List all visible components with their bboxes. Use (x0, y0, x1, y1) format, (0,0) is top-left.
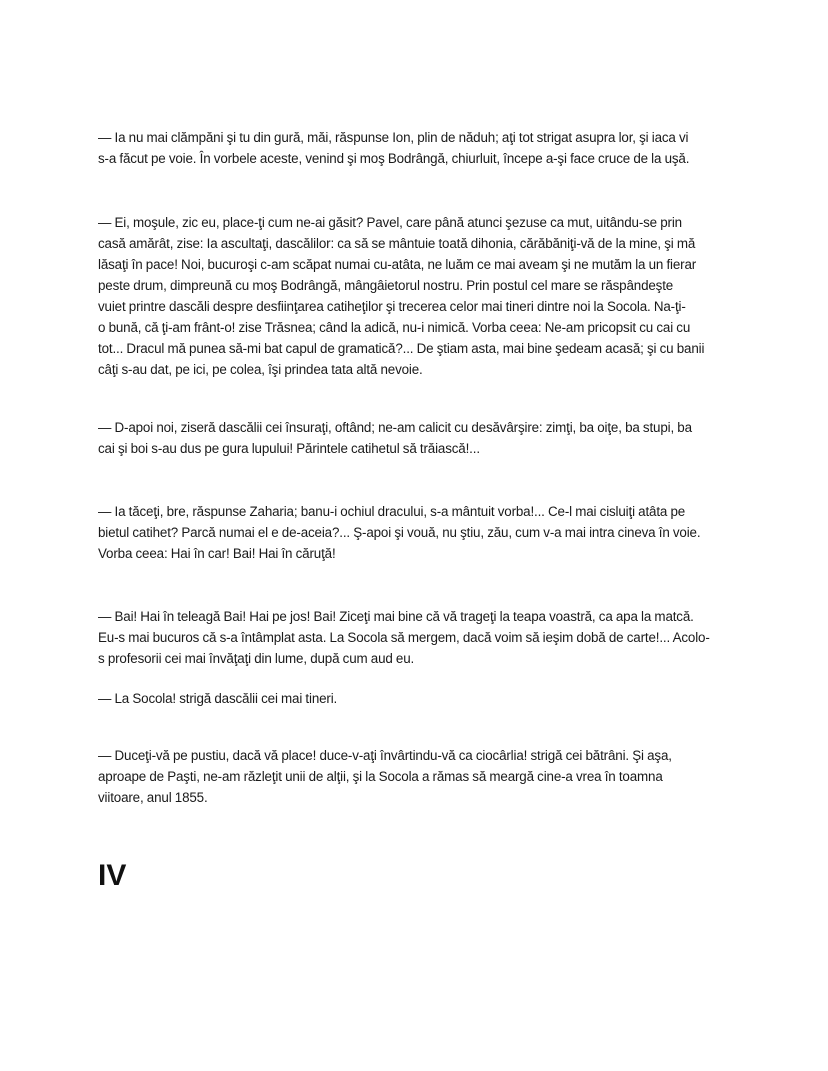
paragraph-4 (98, 501, 734, 564)
text-line: — Ia nu mai clămpăni şi tu din gură, măi, răspunse Ion, plin de năduh; aţi tot strigat asupra lor, şi iaca vi (98, 130, 689, 145)
text-line: lăsaţi în pace! Noi, bucuroşi c-am scăpat numai cu-atâta, ne luăm ce mai aveam şi ne mutăm la un fierar (98, 257, 697, 272)
text-line: Vorba ceea: Hai în car! Bai! Hai în căruţă! (98, 546, 336, 561)
text-line: o bună, că ţi-am frânt-o! zise Trăsnea; când la adică, nu-i nimică. Vorba ceea: Ne-am pricopsit cu cai cu (98, 320, 691, 335)
text-line: — Duceţi-vă pe pustiu, dacă vă place! duce-v-aţi învârtindu-vă ca ciocârlia! strigă cei bătrâni. Şi aşa, (98, 748, 672, 763)
text-line: tot... Dracul mă punea să-mi bat capul de gramatică?... De ştiam asta, mai bine şedeam acasă; şi cu banii (98, 341, 705, 356)
text-line: — Ei, moşule, zic eu, place-ţi cum ne-ai găsit? Pavel, care până atunci şezuse ca mut, uitându-se prin (98, 215, 682, 230)
paragraph-1 (98, 127, 734, 169)
text-line: câţi s-au dat, pe ici, pe colea, îşi prindea tata altă nevoie. (98, 362, 423, 377)
text-line: — La Socola! strigă dascălii cei mai tineri. (98, 691, 338, 706)
paragraph-2 (98, 212, 734, 380)
text-line: — Ia tăceţi, bre, răspunse Zaharia; banu-i ochiul dracului, s-a mântuit vorba!... Ce-l mai cisluiţi atâta pe (98, 504, 686, 519)
text-line: s-a făcut pe voie. În vorbele aceste, venind şi moş Bodrângă, chiurluit, începe a-şi face cruce de la uşă. (98, 151, 690, 166)
paragraph-6 (98, 688, 734, 709)
text-line: aproape de Paşti, ne-am răzleţit unii de alţii, şi la Socola a rămas să meargă cine-a vrea în toamna (98, 769, 663, 784)
text-line: bietul catihet? Parcă numai el e de-aceia?... Ş-apoi şi vouă, nu ştiu, zău, cum v-a mai intra cineva în voie. (98, 525, 701, 540)
text-line: peste drum, dimpreună cu moş Bodrângă, mângâietorul nostru. Prin postul cel mare se răspândeşte (98, 278, 674, 293)
text-line: — D-apoi noi, ziseră dascălii cei însuraţi, oftând; ne-am calicit cu desăvârşire: zimţi, ba oiţe, ba stupi, ba (98, 420, 692, 435)
text-line: casă amărât, zise: Ia ascultaţi, dascălilor: ca să se mântuie toată dihonia, cărăbăniţi-vă de la mine, şi mă (98, 236, 696, 251)
chapter-heading: IV (98, 859, 127, 892)
text-line: — Bai! Hai în teleagă Bai! Hai pe jos! Bai! Ziceţi mai bine că vă trageţi la teapa voastră, ca apa la matcă. (98, 609, 694, 624)
text-line: cai şi boi s-au dus pe gura lupului! Părintele catihetul să trăiască!... (98, 441, 480, 456)
text-line: viitoare, anul 1855. (98, 790, 208, 805)
text-line: s profesorii cei mai învăţaţi din lume, după cum aud eu. (98, 651, 415, 666)
text-line: vuiet printre dascăli despre desfiinţarea catiheţilor şi trecerea celor mai tineri dintre noi la Socola. Na-ţi- (98, 299, 686, 314)
text-line: Eu-s mai bucuros că s-a întâmplat asta. La Socola să mergem, dacă voim să ieşim dobă de carte!... Acolo- (98, 630, 710, 645)
paragraph-7 (98, 745, 734, 808)
paragraph-5 (98, 606, 734, 669)
paragraph-3 (98, 417, 734, 459)
